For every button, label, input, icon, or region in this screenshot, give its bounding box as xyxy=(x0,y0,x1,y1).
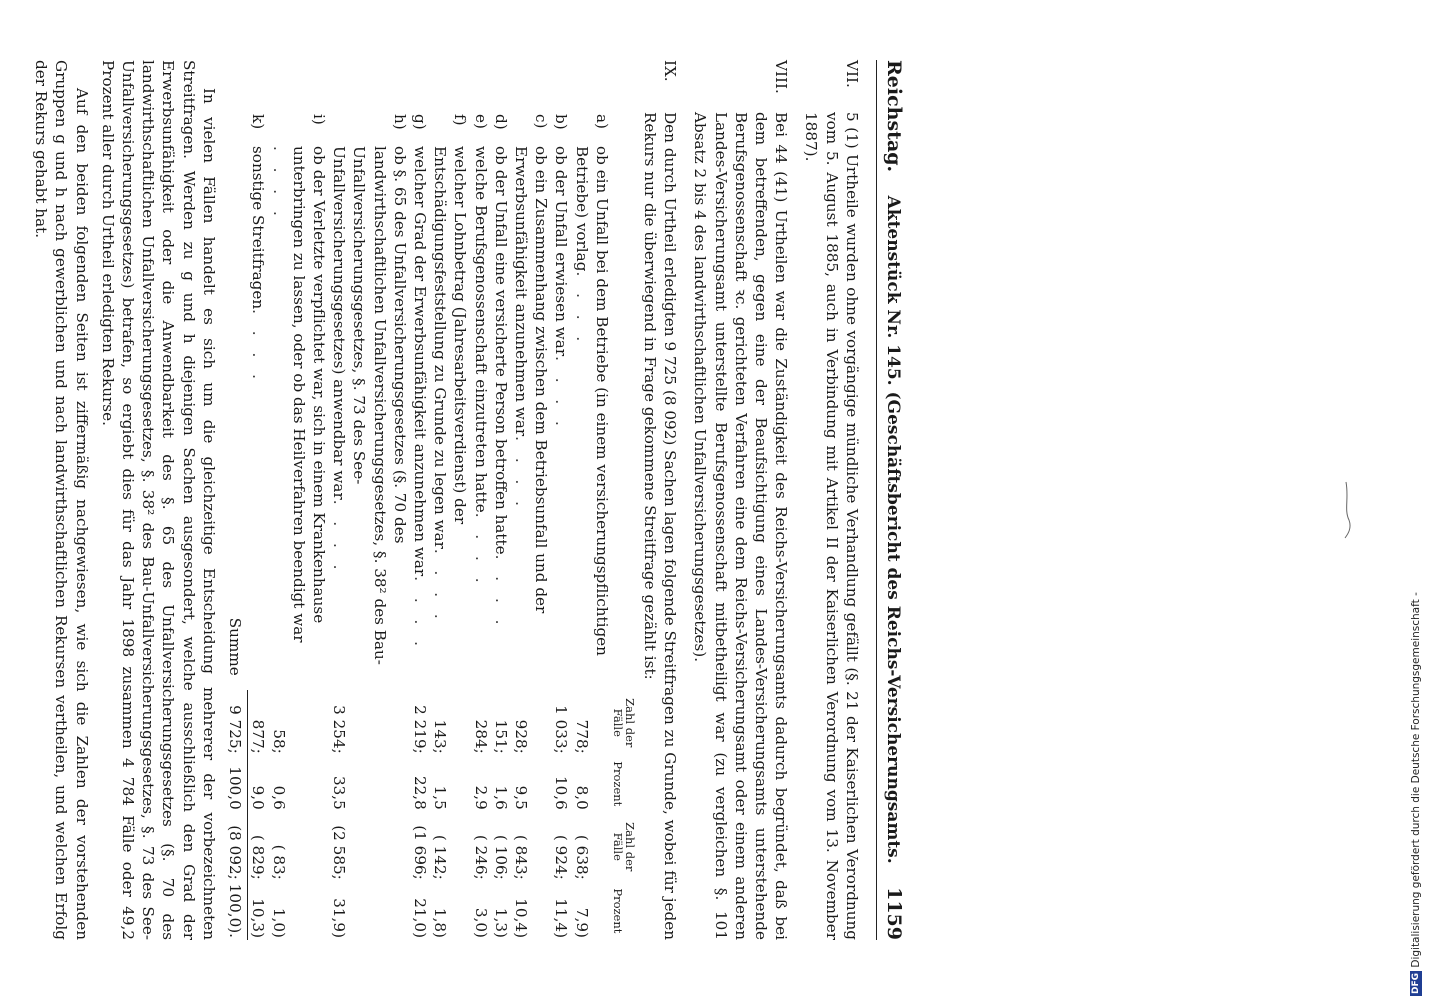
row-count: 284; xyxy=(471,719,490,754)
row-count: 3 254; xyxy=(330,705,349,754)
row-percent-prev: 21,0) xyxy=(410,898,429,938)
row-description: ob ein Unfall bei dem Betriebe (in einem versicherungspflichtigen Betriebe) vorlag. . . . xyxy=(572,146,611,656)
row-count: 1 033; xyxy=(552,705,571,754)
row-percent: 1,6 xyxy=(491,785,510,810)
row-percent: 10,6 xyxy=(552,775,571,810)
row-percent-prev: 11,4) xyxy=(552,898,571,938)
row-percent-prev: 3,0) xyxy=(471,907,490,938)
pencil-mark xyxy=(1340,480,1360,540)
leader-dots: . . . . xyxy=(511,436,530,512)
row-count-prev: ( 843; xyxy=(511,834,530,880)
paragraph: Auf den beiden folgenden Seiten ist ziffermäßig nachgewiesen, wie sich die Zahlen der vorstehenden Gruppen g und h nach gewerblichen und nach landwirthschaftlichen Rekursen vertheilen, und welchen Erfolg der Rekurs gehabt hat. xyxy=(32,60,91,940)
row-label: f) xyxy=(451,114,470,126)
row-percent: 9,0 xyxy=(249,785,268,810)
col-header-percent-prev: Prozent xyxy=(610,888,625,934)
row-label: h) xyxy=(390,114,409,130)
dfg-logo: DFG xyxy=(1411,972,1421,994)
table-row xyxy=(511,112,551,940)
leader-dots: . . . . xyxy=(431,548,450,625)
col-header-percent: Prozent xyxy=(610,761,625,807)
row-count: 778; xyxy=(572,719,591,754)
leader-dots: . . . . xyxy=(248,309,267,385)
row-label: e) xyxy=(471,114,490,129)
row-description: welcher Lohnbetrag (Jahresarbeitsverdienst) der Entschädigungsfeststellung zu Grunde zu legen war. . . . xyxy=(431,146,470,625)
row-percent: 2,9 xyxy=(471,785,490,810)
row-count-prev: ( 246; xyxy=(471,834,490,880)
leader-dots: . . . . xyxy=(491,554,510,631)
row-label: k) xyxy=(249,114,268,130)
sum-count-prev: (8 092; xyxy=(225,812,248,882)
section-text: 5 (1) Urtheile wurden ohne vorgängige mündliche Verhandlung gefällt (§. 21 der Kaiserlichen Verordnung vom 5. August 1885, auch in Verbindung mit Artikel II der Kaiserlichen Verordnung vom 13. November 1887). xyxy=(802,112,861,940)
row-count: 877; xyxy=(249,719,268,754)
row-label: c) xyxy=(532,114,551,129)
table-row xyxy=(410,112,430,940)
row-percent: 9,5 xyxy=(511,785,530,810)
col-header-count-prev: Zahl der Fälle xyxy=(610,822,637,872)
section-viii xyxy=(690,60,791,940)
table-row xyxy=(329,112,410,940)
row-percent-prev: 31,9) xyxy=(330,898,349,938)
sum-percent-prev: 100,0). xyxy=(225,882,248,940)
leader-dots: . . . . xyxy=(471,512,490,589)
col-header-count: Zahl der Fälle xyxy=(610,698,637,748)
row-description: ob der Unfall eine versicherte Person betroffen hatte. . . . xyxy=(491,146,510,631)
row-percent-prev: 10,3) xyxy=(249,898,268,938)
row-description: ob der Verletzte verpflichtet war, sich in einem Krankenhause unterbringen zu lassen, oder ob das Heilverfahren beendigt war. . . . xyxy=(269,146,328,643)
row-label: d) xyxy=(491,114,510,130)
row-percent: 22,8 xyxy=(410,775,429,810)
section-number: IX. xyxy=(661,60,680,82)
row-count: 2 219; xyxy=(410,705,429,754)
leader-dots: . . . . xyxy=(410,576,429,652)
table-row xyxy=(470,112,490,940)
section-vii xyxy=(801,60,862,940)
table-row xyxy=(248,112,269,940)
leader-dots: . . . . xyxy=(269,146,288,222)
row-percent: 33,5 xyxy=(330,775,349,810)
table-row xyxy=(571,112,611,940)
section-text: Bei 44 (41) Urtheilen war die Zuständigkeit des Reichs-Versicherungsamts dadurch begründet, daß bei dem betreffenden, gegen eine der Beaufsichtigung eines Landes-Versicherungsamts unterstehende Berufsgenossenschaft ꝛc. gerichteten Verfahren eine dem Reichs-Versicherungsamt oder einem anderen Landes-Versicherungsamt unterstellte Berufsgenossenschaft mitbetheiligt war (zu vergleichen §. 101 Absatz 2 bis 4 des landwirthschaftlichen Unfallversicherungsgesetzes). xyxy=(691,112,791,940)
section-text: Den durch Urtheil erledigten 9 725 (8 092) Sachen lagen folgende Streitfragen zu Grunde, wobei für jeden Rekurs nur die überwiegend in Frage gekommene Streitfrage gezählt ist: xyxy=(640,112,680,940)
row-description: welche Berufsgenossenschaft einzutreten hatte. . . . xyxy=(471,146,490,589)
sum-percent: 100,0 xyxy=(225,756,248,812)
leader-dots: . . . . xyxy=(572,271,591,348)
table-row xyxy=(268,112,329,940)
leader-dots: . . . . xyxy=(330,499,349,576)
section-number: VII. xyxy=(842,60,861,88)
row-label: g) xyxy=(410,114,429,130)
leader-dots: . . . . xyxy=(552,356,571,432)
page-number: 1159 xyxy=(883,887,905,940)
row-count-prev: ( 142; xyxy=(431,834,450,880)
paragraph: In vielen Fällen handelt es sich um die gleichzeitige Entscheidung mehrerer der vorbezeichneten Streitfragen. Werden zu g und h diejenigen Sachen ausgesondert, welche ausschließlich den Grad der Erwerbsunfähigkeit oder die Anwendbarkeit des §. 65 des Unfallversicherungsgesetzes (§. 70 des landwirthschaftlichen Unfallversicherungsgesetzes, §. 38² des Bau-Unfallversicherungsgesetzes, §. 73 des See-Unfallversicherungsgesetzes) betrafen, so ergiebt dies für das Jahr 1898 zusammen 4 784 Fälle oder 49,2 Prozent aller durch Urtheil erledigten Rekurse. xyxy=(98,60,218,940)
dispute-table xyxy=(225,112,636,940)
row-percent-prev: 1,3) xyxy=(491,907,510,938)
row-count-prev: ( 829; xyxy=(249,834,268,880)
row-percent-prev: 1,8) xyxy=(431,907,450,938)
header-title: Aktenstück Nr. 145. (Geschäftsbericht des Reichs-Versicherungsamts. xyxy=(883,195,903,864)
row-percent: 8,0 xyxy=(572,785,591,810)
table-row xyxy=(491,112,511,940)
row-description: ob §. 65 des Unfallversicherungsgesetzes (§. 70 des landwirthschaftlichen Unfallversicherungsgesetzes, §. 38² des Bau-Unfallversicherungsgesetzes, §. 73 des See-Unfallversicherungsgesetzes) anwendbar war. . . . xyxy=(330,146,409,665)
row-count-prev: (1 696; xyxy=(410,825,429,880)
section-ix xyxy=(640,60,680,940)
running-header xyxy=(876,60,904,940)
row-count: 143; xyxy=(431,719,450,754)
row-description: sonstige Streitfragen. . . . xyxy=(248,146,267,385)
row-label: b) xyxy=(552,114,571,130)
row-percent-prev: 7,9) xyxy=(572,907,591,938)
row-count: 151; xyxy=(491,719,510,754)
row-count-prev: ( 83; xyxy=(269,844,288,880)
row-percent: 1,5 xyxy=(431,785,450,810)
header-left: Reichstag. xyxy=(883,60,905,173)
row-count: 58; xyxy=(269,729,288,754)
row-description: ob der Unfall erwiesen war. . . . xyxy=(552,146,571,432)
row-percent: 0,6 xyxy=(269,785,288,810)
row-percent-prev: 10,4) xyxy=(511,898,530,938)
row-percent-prev: 1,0) xyxy=(269,907,288,938)
row-label: a) xyxy=(592,114,611,129)
row-count-prev: (2 585; xyxy=(330,825,349,880)
section-number: VIII. xyxy=(772,60,791,94)
table-row xyxy=(551,112,571,940)
digitization-note xyxy=(1410,6,1430,996)
sum-count: 9 725; xyxy=(225,690,248,756)
digitization-text: Digitalisierung gefördert durch die Deutsche Forschungsgemeinschaft - xyxy=(1410,592,1422,968)
row-label: i) xyxy=(309,114,328,125)
row-count-prev: ( 638; xyxy=(572,834,591,880)
table-header-row xyxy=(612,112,636,940)
row-description: ob ein Zusammenhang zwischen dem Betriebsunfall und der Erwerbsunfähigkeit anzunehmen war. . . . xyxy=(511,146,551,614)
row-count-prev: ( 924; xyxy=(552,834,571,880)
table-sum-row xyxy=(225,112,248,940)
row-description: welcher Grad der Erwerbsunfähigkeit anzunehmen war. . . . xyxy=(410,146,429,652)
table-row xyxy=(430,112,470,940)
row-count: 928; xyxy=(511,719,530,754)
sum-label: Summe xyxy=(226,617,245,676)
row-count-prev: ( 106; xyxy=(491,834,510,880)
